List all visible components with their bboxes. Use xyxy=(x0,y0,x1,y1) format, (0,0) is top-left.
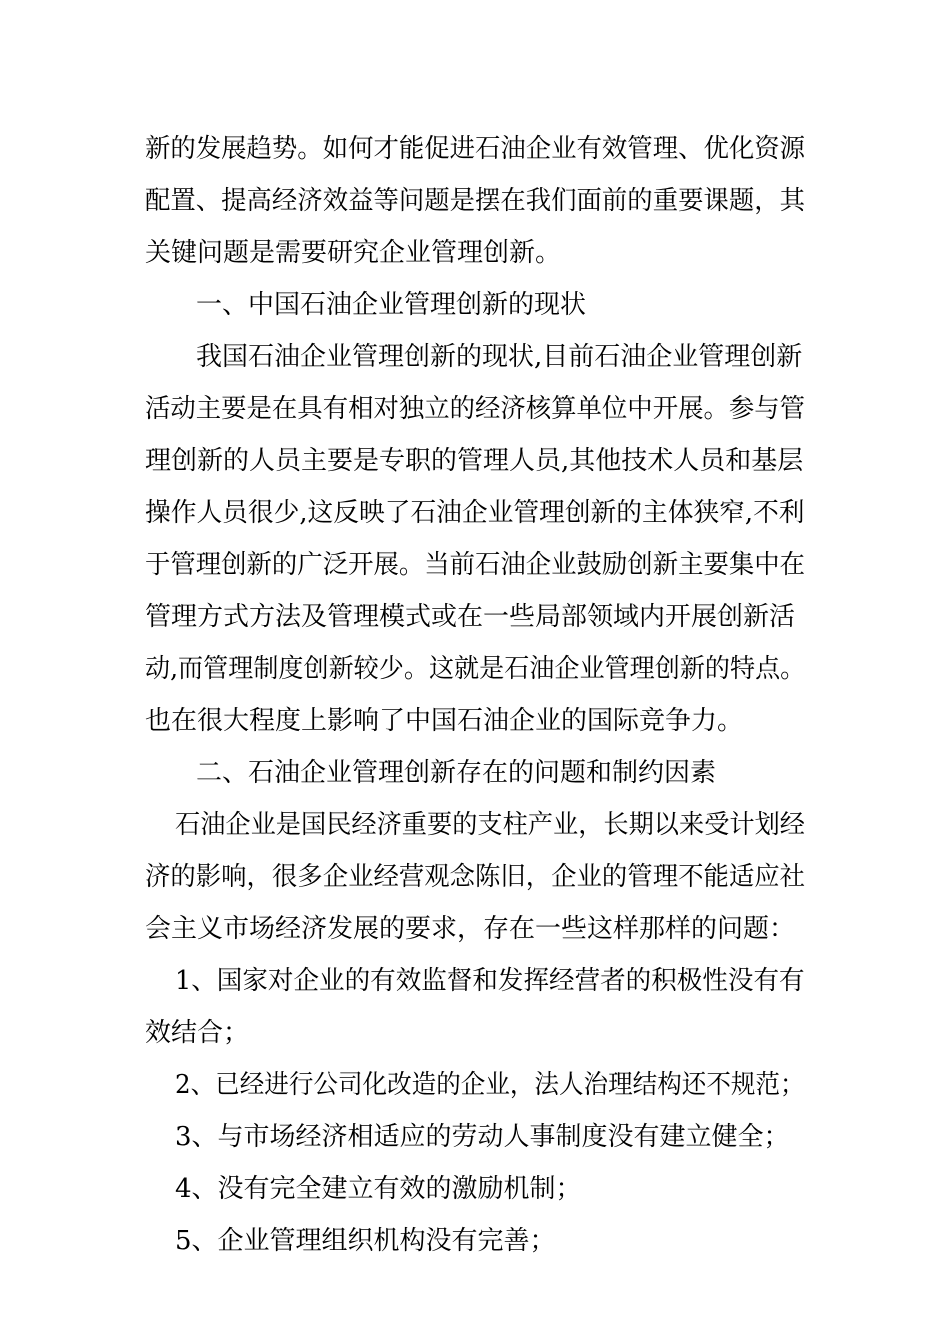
paragraph-line: 理创新的人员主要是专职的管理人员,其他技术人员和基层 xyxy=(145,446,804,476)
paragraph-line: 济的影响，很多企业经营观念陈旧，企业的管理不能适应社 xyxy=(145,862,806,892)
paragraph-line: 管理方式方法及管理模式或在一些局部领域内开展创新活 xyxy=(145,602,796,632)
paragraph-line: 动,而管理制度创新较少。这就是石油企业管理创新的特点。 xyxy=(145,654,806,684)
list-item: 2、已经进行公司化改造的企业，法人治理结构还不规范； xyxy=(175,1070,805,1100)
paragraph-line: 我国石油企业管理创新的现状,目前石油企业管理创新 xyxy=(196,342,803,372)
section-heading: 二、石油企业管理创新存在的问题和制约因素 xyxy=(196,758,717,788)
paragraph-line: 于管理创新的广泛开展。当前石油企业鼓励创新主要集中在 xyxy=(145,550,806,580)
list-item-continuation: 效结合； xyxy=(145,1018,250,1048)
paragraph-line: 关键问题是需要研究企业管理创新。 xyxy=(145,238,562,268)
list-item: 3、与市场经济相适应的劳动人事制度没有建立健全； xyxy=(175,1122,790,1152)
paragraph-line: 活动主要是在具有相对独立的经济核算单位中开展。参与管 xyxy=(145,394,806,424)
list-item: 5、企业管理组织机构没有完善； xyxy=(175,1226,556,1256)
paragraph-line: 操作人员很少,这反映了石油企业管理创新的主体狭窄,不利 xyxy=(145,498,805,528)
section-heading: 一、中国石油企业管理创新的现状 xyxy=(196,290,587,320)
paragraph-line: 石油企业是国民经济重要的支柱产业，长期以来受计划经 xyxy=(175,810,806,840)
list-item: 4、没有完全建立有效的激励机制； xyxy=(175,1174,582,1204)
paragraph-line: 配置、提高经济效益等问题是摆在我们面前的重要课题，其 xyxy=(145,186,806,216)
list-item: 1、国家对企业的有效监督和发挥经营者的积极性没有有 xyxy=(175,966,805,996)
paragraph-line: 新的发展趋势。如何才能促进石油企业有效管理、优化资源 xyxy=(145,134,806,164)
paragraph-line: 也在很大程度上影响了中国石油企业的国际竞争力。 xyxy=(145,706,744,736)
paragraph-line: 会主义市场经济发展的要求，存在一些这样那样的问题： xyxy=(145,914,796,944)
